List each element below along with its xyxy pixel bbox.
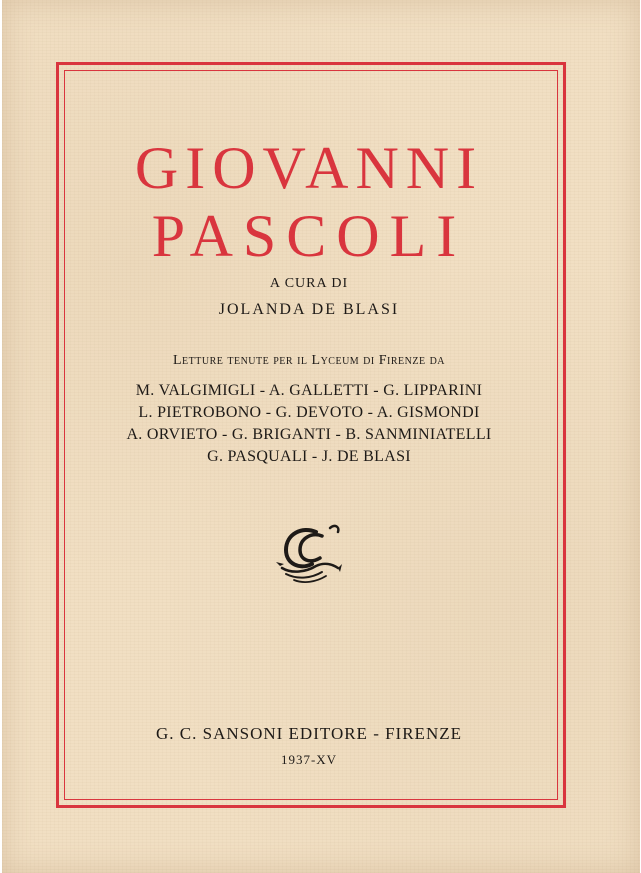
- contributors-line: G. PASQUALI - J. DE BLASI: [207, 448, 411, 465]
- title-line-1: GIOVANNI: [134, 135, 484, 201]
- publisher-line: G. C. SANSONI EDITORE - FIRENZE: [156, 724, 462, 743]
- contributors-list: [62, 380, 556, 468]
- title-line-2: PASCOLI: [151, 203, 467, 269]
- contributors-line: L. PIETROBONO - G. DEVOTO - A. GISMONDI: [138, 404, 480, 421]
- editor-name: JOLANDA DE BLASI: [218, 301, 400, 318]
- contributors-line: M. VALGIMIGLI - A. GALLETTI - G. LIPPARINI: [135, 382, 483, 399]
- curated-by-label: A CURA DI: [269, 276, 349, 291]
- lectures-note: Letture tenute per il Lyceum di Firenze da: [172, 353, 446, 368]
- publication-year: 1937-XV: [280, 752, 338, 767]
- publisher-monogram-icon: [272, 522, 344, 586]
- contributors-line: A. ORVIETO - G. BRIGANTI - B. SANMINIATELLI: [126, 426, 492, 443]
